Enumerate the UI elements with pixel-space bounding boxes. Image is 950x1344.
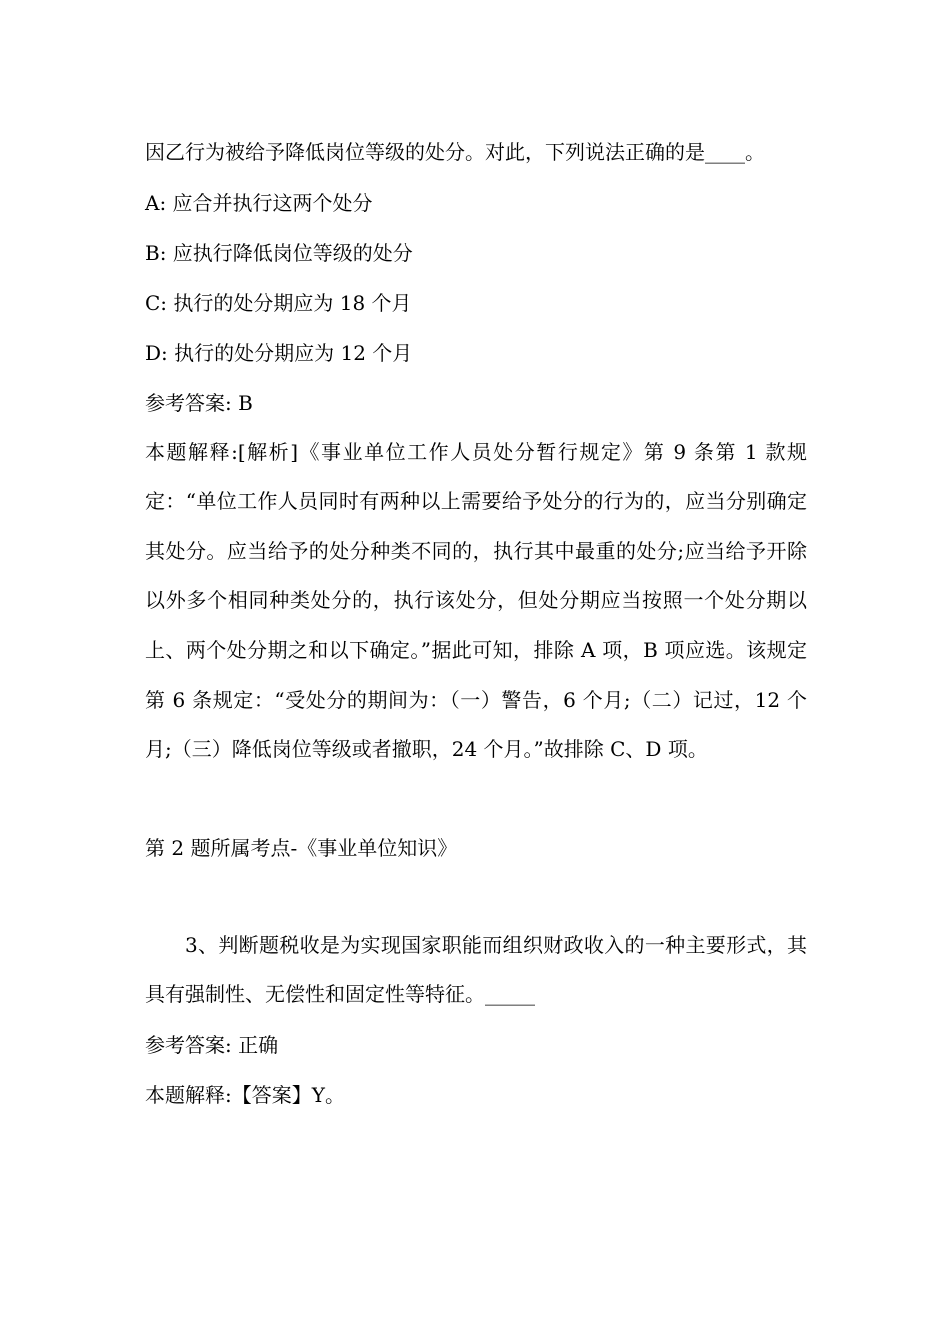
question2-answer: 参考答案: B <box>145 390 253 415</box>
question3-answer: 参考答案: 正确 <box>145 1032 279 1057</box>
option-b: B: 应执行降低岗位等级的处分 <box>145 240 413 265</box>
document-page <box>145 128 807 1120</box>
question3-stem: 3、判断题税收是为实现国家职能而组织财政收入的一种主要形式，其具有强制性、无偿性和固定性等特征。_____ <box>145 932 807 1007</box>
spacer <box>145 873 807 921</box>
question2-knowledge-point: 第 2 题所属考点-《事业单位知识》 <box>145 835 458 860</box>
spacer <box>145 775 807 823</box>
question3-explanation: 本题解释:【答案】Y。 <box>145 1082 345 1107</box>
option-c: C: 执行的处分期应为 18 个月 <box>145 290 412 315</box>
question2-explanation: 本题解释:[解析]《事业单位工作人员处分暂行规定》第 9 条第 1 款规定：“单位工作人员同时有两种以上需要给予处分的行为的，应当分别确定其处分。应当给予的处分种类不同的，执行其中最重的处分;应当给予开除以外多个相同种类处分的，执行该处分，但处分期应当按照一个处分期以上、两个处分期之和以下确定。”据此可知，排除 A 项，B 项应选。该规定第 6 条规定：“受处分的期间为：（一）警告，6 个月;（二）记过，12 个月;（三）降低岗位等级或者撤职，24 个月。”故排除 C、D 项。 <box>145 439 807 762</box>
option-a: A: 应合并执行这两个处分 <box>145 190 373 215</box>
option-d: D: 执行的处分期应为 12 个月 <box>145 340 413 365</box>
question2-stem-tail: 因乙行为被给予降低岗位等级的处分。对此，下列说法正确的是____。 <box>145 140 765 164</box>
